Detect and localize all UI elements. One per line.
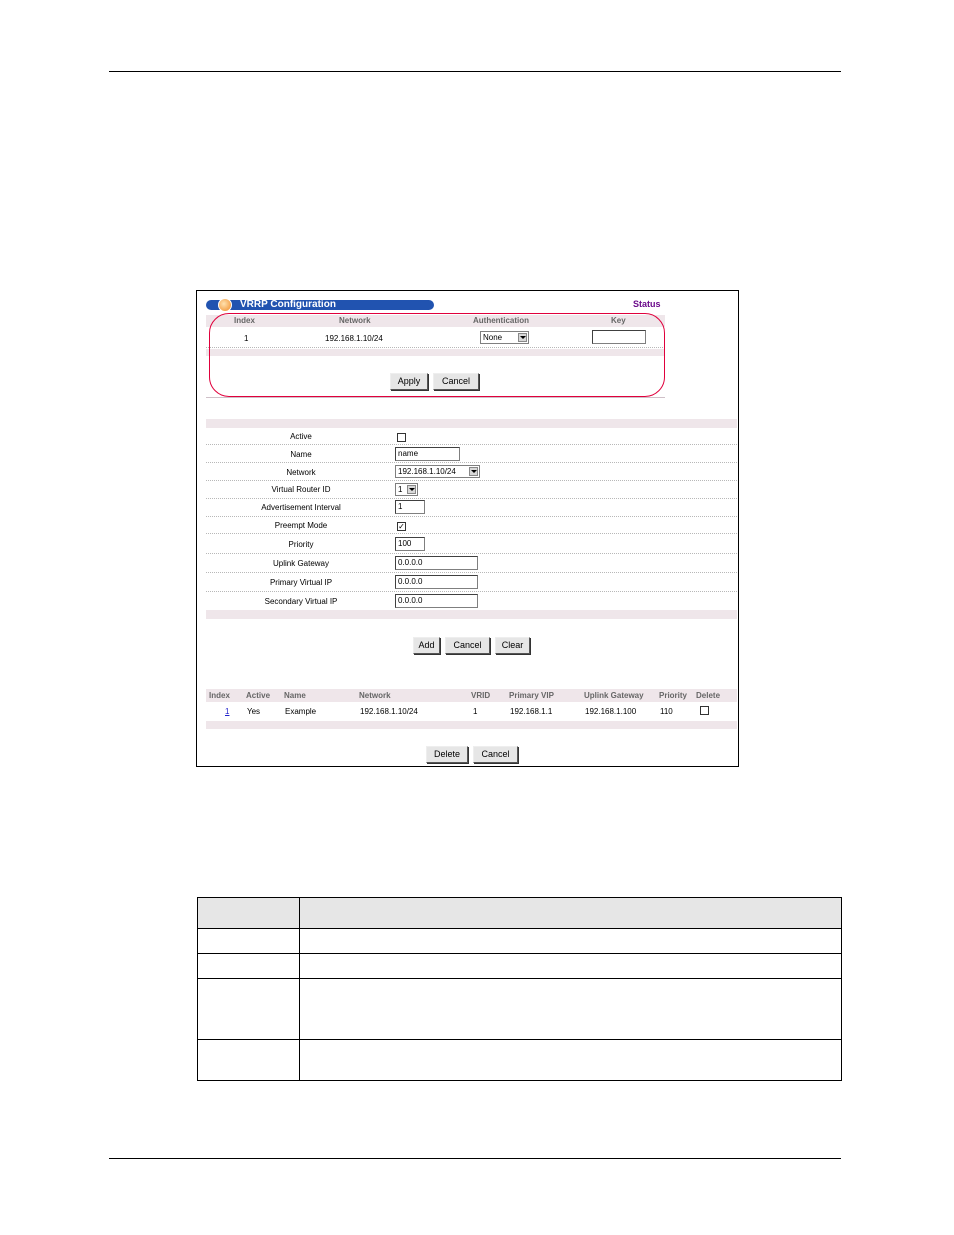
table-header-cell	[300, 898, 842, 929]
delete-checkbox[interactable]	[700, 706, 709, 715]
bottom-cancel-button[interactable]: Cancel	[473, 746, 518, 763]
form-bottom-band	[206, 610, 737, 619]
row-divider	[206, 572, 737, 573]
top-cancel-button[interactable]: Cancel	[433, 373, 479, 390]
preempt-mode-label: Preempt Mode	[274, 521, 328, 530]
summary-row-active: Yes	[247, 707, 261, 716]
summary-row-index-link[interactable]: 1	[225, 707, 230, 716]
summary-row-priority: 110	[660, 707, 673, 716]
summary-col-vrid: VRID	[471, 691, 491, 700]
summary-row-primary-vip: 192.168.1.1	[510, 707, 553, 716]
primary-virtual-ip-label: Primary Virtual IP	[269, 578, 333, 587]
summary-col-uplink-gateway: Uplink Gateway	[584, 691, 644, 700]
network-select[interactable]: 192.168.1.10/24	[395, 465, 480, 478]
table-cell	[300, 979, 842, 1040]
description-table	[197, 897, 842, 1081]
col-index: Index	[234, 316, 255, 325]
secondary-virtual-ip-label: Secondary Virtual IP	[264, 597, 338, 606]
summary-row-vrid: 1	[473, 707, 478, 716]
authentication-select[interactable]: None	[480, 331, 529, 344]
row-divider	[206, 498, 737, 499]
dropdown-arrow-icon	[469, 467, 478, 476]
vrid-select[interactable]: 1	[395, 483, 418, 496]
status-link[interactable]: Status	[633, 299, 661, 309]
summary-col-delete: Delete	[696, 691, 721, 700]
summary-row-uplink: 192.168.1.100	[585, 707, 637, 716]
panel-title: VRRP Configuration	[240, 299, 336, 310]
col-key: Key	[611, 316, 626, 325]
highlight-ring	[209, 313, 665, 397]
active-label: Active	[290, 432, 312, 441]
summary-col-index: Index	[209, 691, 230, 700]
row-divider	[206, 591, 737, 592]
footer-rule	[109, 1158, 841, 1159]
table-cell	[300, 1040, 842, 1081]
vrrp-screenshot	[196, 290, 739, 767]
col-authentication: Authentication	[473, 316, 529, 325]
secondary-virtual-ip-input[interactable]: 0.0.0.0	[395, 594, 478, 608]
row-divider	[206, 480, 737, 481]
summary-row-name: Example	[285, 707, 317, 716]
row-divider	[206, 444, 737, 445]
dropdown-arrow-icon	[407, 485, 416, 494]
preempt-mode-checkbox[interactable]: ✓	[398, 522, 405, 531]
name-input[interactable]: name	[395, 447, 460, 461]
primary-virtual-ip-input[interactable]: 0.0.0.0	[395, 575, 478, 589]
clear-button[interactable]: Clear	[495, 637, 530, 654]
panel-title-bar	[206, 300, 434, 310]
name-label: Name	[290, 450, 312, 459]
top-row-index: 1	[244, 334, 249, 343]
table-cell	[198, 954, 300, 979]
delete-button[interactable]: Delete	[426, 746, 468, 763]
table-cell	[300, 929, 842, 954]
advertisement-interval-label: Advertisement Interval	[261, 503, 341, 512]
form-cancel-button[interactable]: Cancel	[445, 637, 490, 654]
table-cell	[198, 979, 300, 1040]
row-divider	[206, 516, 737, 517]
summary-col-network: Network	[359, 691, 391, 700]
vrid-label: Virtual Router ID	[271, 485, 331, 494]
summary-col-priority: Priority	[659, 691, 688, 700]
priority-input[interactable]: 100	[395, 537, 425, 551]
summary-footer-band	[206, 721, 737, 729]
table-header-cell	[198, 898, 300, 929]
add-button[interactable]: Add	[413, 637, 440, 654]
form-top-band	[206, 419, 737, 428]
active-checkbox[interactable]	[397, 433, 406, 442]
col-network: Network	[339, 316, 371, 325]
summary-col-primary-vip: Primary VIP	[509, 691, 554, 700]
row-divider	[206, 462, 737, 463]
uplink-gateway-label: Uplink Gateway	[272, 559, 330, 568]
table-cell	[300, 954, 842, 979]
advertisement-interval-input[interactable]: 1	[395, 500, 425, 514]
apply-button[interactable]: Apply	[390, 373, 428, 390]
section-separator	[206, 397, 665, 398]
table-cell	[198, 929, 300, 954]
row-divider	[206, 553, 737, 554]
uplink-gateway-input[interactable]: 0.0.0.0	[395, 556, 478, 570]
orb-icon	[218, 298, 232, 312]
row-divider	[206, 533, 737, 534]
top-row-network: 192.168.1.10/24	[325, 334, 383, 343]
summary-col-name: Name	[284, 691, 306, 700]
table-cell	[198, 1040, 300, 1081]
header-rule	[109, 71, 841, 72]
priority-label: Priority	[288, 540, 314, 549]
summary-row-network: 192.168.1.10/24	[360, 707, 418, 716]
network-label: Network	[286, 468, 316, 477]
summary-col-active: Active	[246, 691, 271, 700]
